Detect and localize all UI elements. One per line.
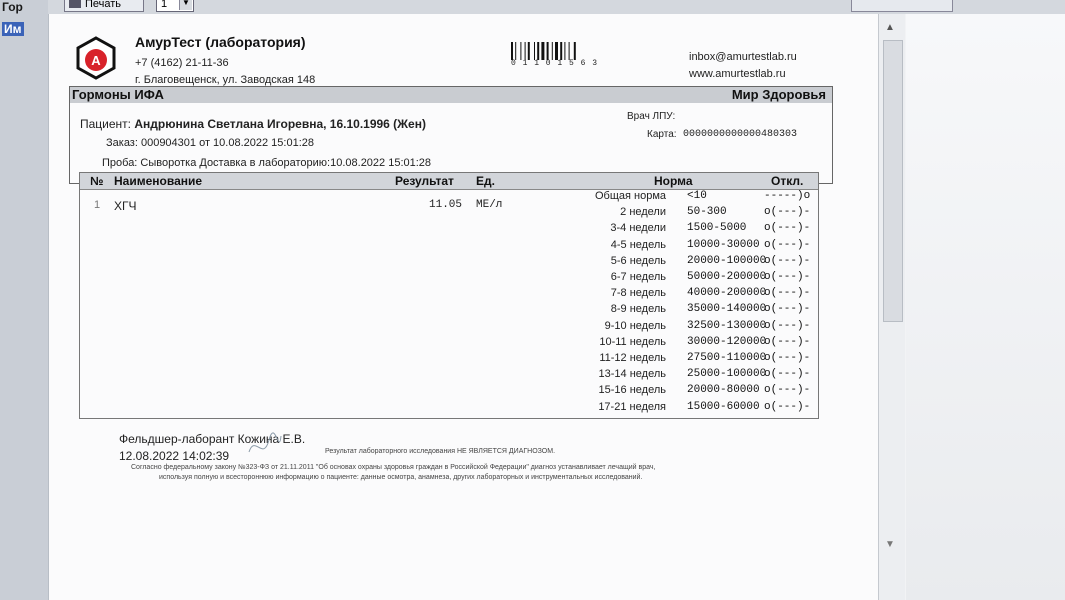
section-title: Гормоны ИФА [72,87,164,102]
norm-deviation: -----)o [764,190,811,202]
norm-deviation: o(---)- [764,400,811,413]
norm-row [80,239,818,256]
printer-icon [69,0,81,8]
print-label: Печать [85,0,122,10]
norm-row [80,320,818,337]
row-name: ХГЧ [114,199,137,213]
norm-label: 17-21 неделя [598,400,666,413]
lab-email[interactable]: inbox@amurtestlab.ru [689,51,797,63]
svg-text:A: A [91,53,101,68]
signer: Фельдшер-лаборант Кожина Е.В. [119,432,306,446]
norm-label: 11-12 недель [599,352,666,364]
norm-value: 50000-200000 [687,271,767,283]
norm-row [80,206,818,223]
col-name: Наименование [114,174,203,188]
norm-row [80,368,818,385]
norm-deviation: o(---)- [764,303,811,316]
scroll-down-icon[interactable]: ▼ [885,539,895,550]
norm-label: 7-8 недель [610,287,666,300]
norm-deviation: o(---)- [764,352,811,364]
sample-line: Проба: Сыворотка Доставка в лабораторию:10.08.2022 15:01:28 [102,157,432,169]
norm-label: 15-16 недель [598,384,666,397]
norm-deviation: o(---)- [764,206,811,219]
law-line-1: Согласно федеральному закону №323-ФЗ от 21.11.2011 "Об основах охраны здоровья граждан в Российской Федерации" диагноз устанавливает лечащий врач, [131,464,656,471]
norm-label: 6-7 недель [610,271,666,283]
norm-value: 35000-140000 [687,303,767,316]
toolbar [48,0,1065,15]
left-tab-strip [0,0,48,600]
doctor-label: Врач ЛПУ: [627,111,676,122]
chevron-down-icon[interactable]: ▼ [179,0,192,10]
scroll-thumb[interactable] [883,40,903,322]
col-result: Результат [395,174,454,188]
norm-row [80,222,818,239]
sign-datetime: 12.08.2022 14:02:39 [119,449,230,463]
results-header [80,173,818,190]
report-page [48,14,879,600]
section-title-bar [70,87,832,103]
law-line-2: используя полную и всестороннюю информацию о пациенте: данные осмотра, анамнеза, других лабораторных и инструментальных исследований. [159,474,643,481]
client-name: Мир Здоровья [731,87,826,102]
norm-label: Общая норма [594,190,666,202]
norm-label: 3-4 недели [610,222,666,235]
lab-website[interactable]: www.amurtestlab.ru [689,68,786,80]
vertical-scrollbar[interactable] [878,14,905,600]
card-value: 0000000000000480303 [683,129,798,140]
norm-deviation: o(---)- [764,368,811,381]
norm-row [80,352,818,369]
norm-value: 10000-30000 [687,238,760,251]
norm-row [80,303,818,320]
col-dev: Откл. [771,174,804,188]
norm-deviation: o(---)- [764,271,811,283]
copies-value: 1 [161,0,168,10]
norm-deviation: o(---)- [764,222,811,235]
disclaimer: Результат лабораторного исследования НЕ ЯВЛЯЕТСЯ ДИАГНОЗОМ. [325,448,556,455]
norm-deviation: o(---)- [764,384,811,397]
scroll-up-icon[interactable]: ▲ [885,22,895,33]
norm-label: 4-5 недель [610,238,666,251]
norm-label: 13-14 недель [598,368,666,381]
norm-deviation: o(---)- [764,238,811,251]
norm-value: 20000-80000 [687,384,760,397]
patient-name: Андрюнина Светлана Игоревна, 16.10.1996 (Жен) [134,117,426,131]
norm-deviation: o(---)- [764,335,811,348]
norm-deviation: o(---)- [764,254,811,267]
row-no: 1 [94,199,101,211]
print-button[interactable] [64,0,144,12]
norm-value: 50-300 [687,206,727,219]
norm-row [80,384,818,401]
norm-value: 27500-110000 [687,352,767,364]
norm-value: 1500-5000 [687,222,747,235]
row-result: 11.05 [429,199,463,211]
order-section [69,86,833,184]
norm-value: 30000-120000 [687,335,767,348]
signature-scribble [245,426,285,466]
lab-phone: +7 (4162) 21-11-36 [135,57,229,69]
norm-value: <10 [687,190,707,202]
lab-address: г. Благовещенск, ул. Заводская 148 [135,74,316,86]
norm-value: 25000-100000 [687,368,767,381]
barcode-digits: 0 1 1 0 1 5 6 3 [511,59,599,68]
col-unit: Ед. [476,174,495,188]
left-tab-0[interactable]: Гор [2,0,23,14]
norm-label: 9-10 недель [604,319,666,332]
norm-row [80,336,818,353]
norm-label: 2 недели [620,206,666,219]
norm-row [80,401,818,418]
norm-value: 20000-100000 [687,254,767,267]
order-line: Заказ: 000904301 от 10.08.2022 15:01:28 [106,137,314,149]
col-no: № [90,174,104,188]
norm-deviation: o(---)- [764,287,811,300]
norm-value: 32500-130000 [687,319,767,332]
norm-row [80,255,818,272]
col-norm: Норма [654,174,693,188]
background-area [906,14,1065,600]
norm-row [80,271,818,288]
lab-name: АмурТест (лаборатория) [135,34,306,50]
left-tab-1[interactable]: Им [4,22,22,36]
report-viewer [48,14,906,600]
toolbar-right-button[interactable] [851,0,953,12]
norm-row [80,190,818,207]
norm-value: 40000-200000 [687,287,767,300]
results-table [79,172,819,419]
copies-select[interactable] [156,0,194,12]
norm-deviation: o(---)- [764,319,811,332]
card-label: Карта: [647,129,677,140]
patient-label: Пациент: [80,117,132,131]
row-unit: МЕ/л [476,199,503,211]
lab-logo [74,36,118,80]
norm-label: 10-11 недель [599,335,666,348]
norm-row [80,287,818,304]
norm-value: 15000-60000 [687,400,760,413]
norm-label: 8-9 недель [610,303,666,316]
norm-label: 5-6 недель [610,254,666,267]
